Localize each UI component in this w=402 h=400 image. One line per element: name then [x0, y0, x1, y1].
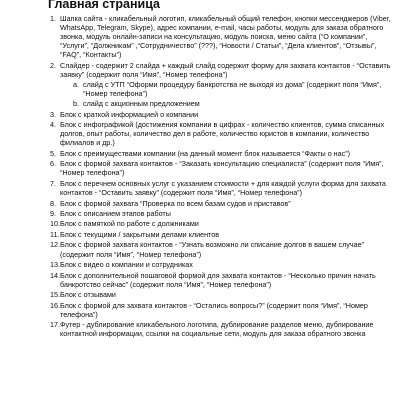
list-item: [8, 120, 394, 147]
sub-list-item-letter: a.: [73, 80, 79, 90]
list-item-number: 16.: [50, 300, 60, 310]
list-item: [8, 271, 394, 289]
list-item-text: Блок с формой захвата контактов - “Заказать консультацию специалиста” (содержит поля “Имя”, “Номер телефона”): [60, 159, 384, 178]
list-item: [8, 260, 394, 269]
list-item-text: Блок с памяткой по работе с должниками: [60, 219, 199, 229]
list-item-number: 9.: [50, 209, 56, 218]
list-item: [8, 230, 394, 239]
list-item: [8, 14, 394, 59]
list-item-number: 7.: [50, 178, 56, 188]
list-item-text: Шапка сайта - кликабельный логотип, кликабельный общий телефон, кнопки мессенджеров (Viber, WhatsApp, Telegram, Skype), адрес компании, e-mail, часы работы, модуль для заказа обратного звонка, модуль онлайн-записи на консультацию, модуль поиска, меню сайта (“О компании”, “Услуги”, “Должникам” ,“Сотрудничество” (???), “Новости / Статьи”, “Дела клиентов”, “Отзывы”, “FAQ”, “Контакты”): [60, 14, 391, 60]
list-item-text: Блок с перечнем основных услуг с указанием стоимости + для каждой услуги форма для захвата контактов - “Оставить заявку” (содержит поля “Имя”, “Номер телефона”): [60, 178, 386, 198]
list-item-text: Блок с преимуществами компании (на данный момент блок называется “Факты о нас”): [60, 148, 351, 158]
list-item-number: 3.: [50, 109, 56, 119]
list-item: [8, 199, 394, 208]
list-item-text: Слайдер - содержит 2 слайда + каждый слайд содержит форму для захвата контактов - “Оставить заявку” (содержит поля “Имя”, “Номер телефона”): [60, 60, 391, 79]
sub-list-item-text: слайд с УТП “Оформи процедуру банкротства не выходя из дома” (содержит поля “Имя”, “Номер телефона”): [83, 80, 382, 99]
list-item-number: 13.: [50, 260, 60, 270]
list-item: [8, 209, 394, 218]
list-item-text: Блок с формой захвата контактов - “Узнать возможно ли списание долгов в вашем случае” (содержит поля “Имя”, “Номер телефона”): [60, 240, 365, 259]
list-item-text: Блок с текущими / закрытыми делами клиентов: [60, 229, 220, 239]
list-item-text: Блок с краткой информацией о компании: [60, 109, 199, 119]
list-item: [8, 320, 394, 338]
list-item: [8, 240, 394, 258]
list-item-text: Блок с формой захвата “Проверка по всем базам судов и приставов”: [60, 198, 291, 208]
sub-list-item-text: слайд с акционным предложением: [83, 99, 200, 109]
requirements-list: [8, 14, 394, 338]
list-item-number: 15.: [50, 290, 60, 300]
list-item-number: 6.: [50, 159, 56, 169]
list-item: [8, 179, 394, 197]
list-item-text: Блок с формой для захвата контактов - “Остались вопросы?” (содержит поля “Имя”, “Номер телефона”): [60, 300, 368, 319]
sub-list-item: [60, 99, 394, 108]
list-item-number: 10.: [50, 219, 60, 229]
list-item-number: 12.: [50, 240, 60, 250]
sub-list: [60, 80, 394, 108]
list-item-number: 8.: [50, 198, 56, 208]
list-item-number: 5.: [50, 148, 56, 158]
list-item-text: Блок с видео о компании и сотрудниках: [60, 260, 193, 270]
list-item-number: 4.: [50, 120, 56, 130]
list-item-number: 17.: [50, 320, 60, 330]
list-item-number: 1.: [50, 14, 56, 23]
page-title: Главная страница: [48, 0, 160, 11]
list-item-text: Блок с инфографикой (достижения компании в цифрах - количество клиентов, сумма списанных долгов, опыт работы, количество дел в работе, количество юристов в компании, количество филиалов и др.): [60, 120, 385, 148]
list-item-number: 14.: [50, 270, 60, 280]
sub-list-item: [60, 80, 394, 98]
list-item: [8, 219, 394, 228]
list-item-text: Блок с дополнительной пошаговой формой для захвата контактов - “Несколько причин начать банкротство сейчас” (содержит поля “Имя”, “Номер телефона”): [60, 270, 376, 289]
list-item-text: Блок с описанием этапов работы: [60, 209, 171, 218]
list-item: [8, 110, 394, 119]
list-item: [8, 149, 394, 158]
list-item: [8, 159, 394, 177]
list-item: [8, 61, 394, 108]
list-item-number: 11.: [50, 229, 60, 239]
list-item-text: Блок с отзывами: [60, 290, 116, 300]
list-item: [8, 301, 394, 319]
list-item-text: Футер - дублирование кликабельного логотипа, дублирование разделов меню, дублирование контактной информации, ссылки на социальные сети, модуль для заказа обратного звонка: [60, 320, 374, 339]
sub-list-item-letter: b.: [73, 99, 79, 109]
list-item: [8, 290, 394, 299]
list-item-number: 2.: [50, 60, 56, 70]
